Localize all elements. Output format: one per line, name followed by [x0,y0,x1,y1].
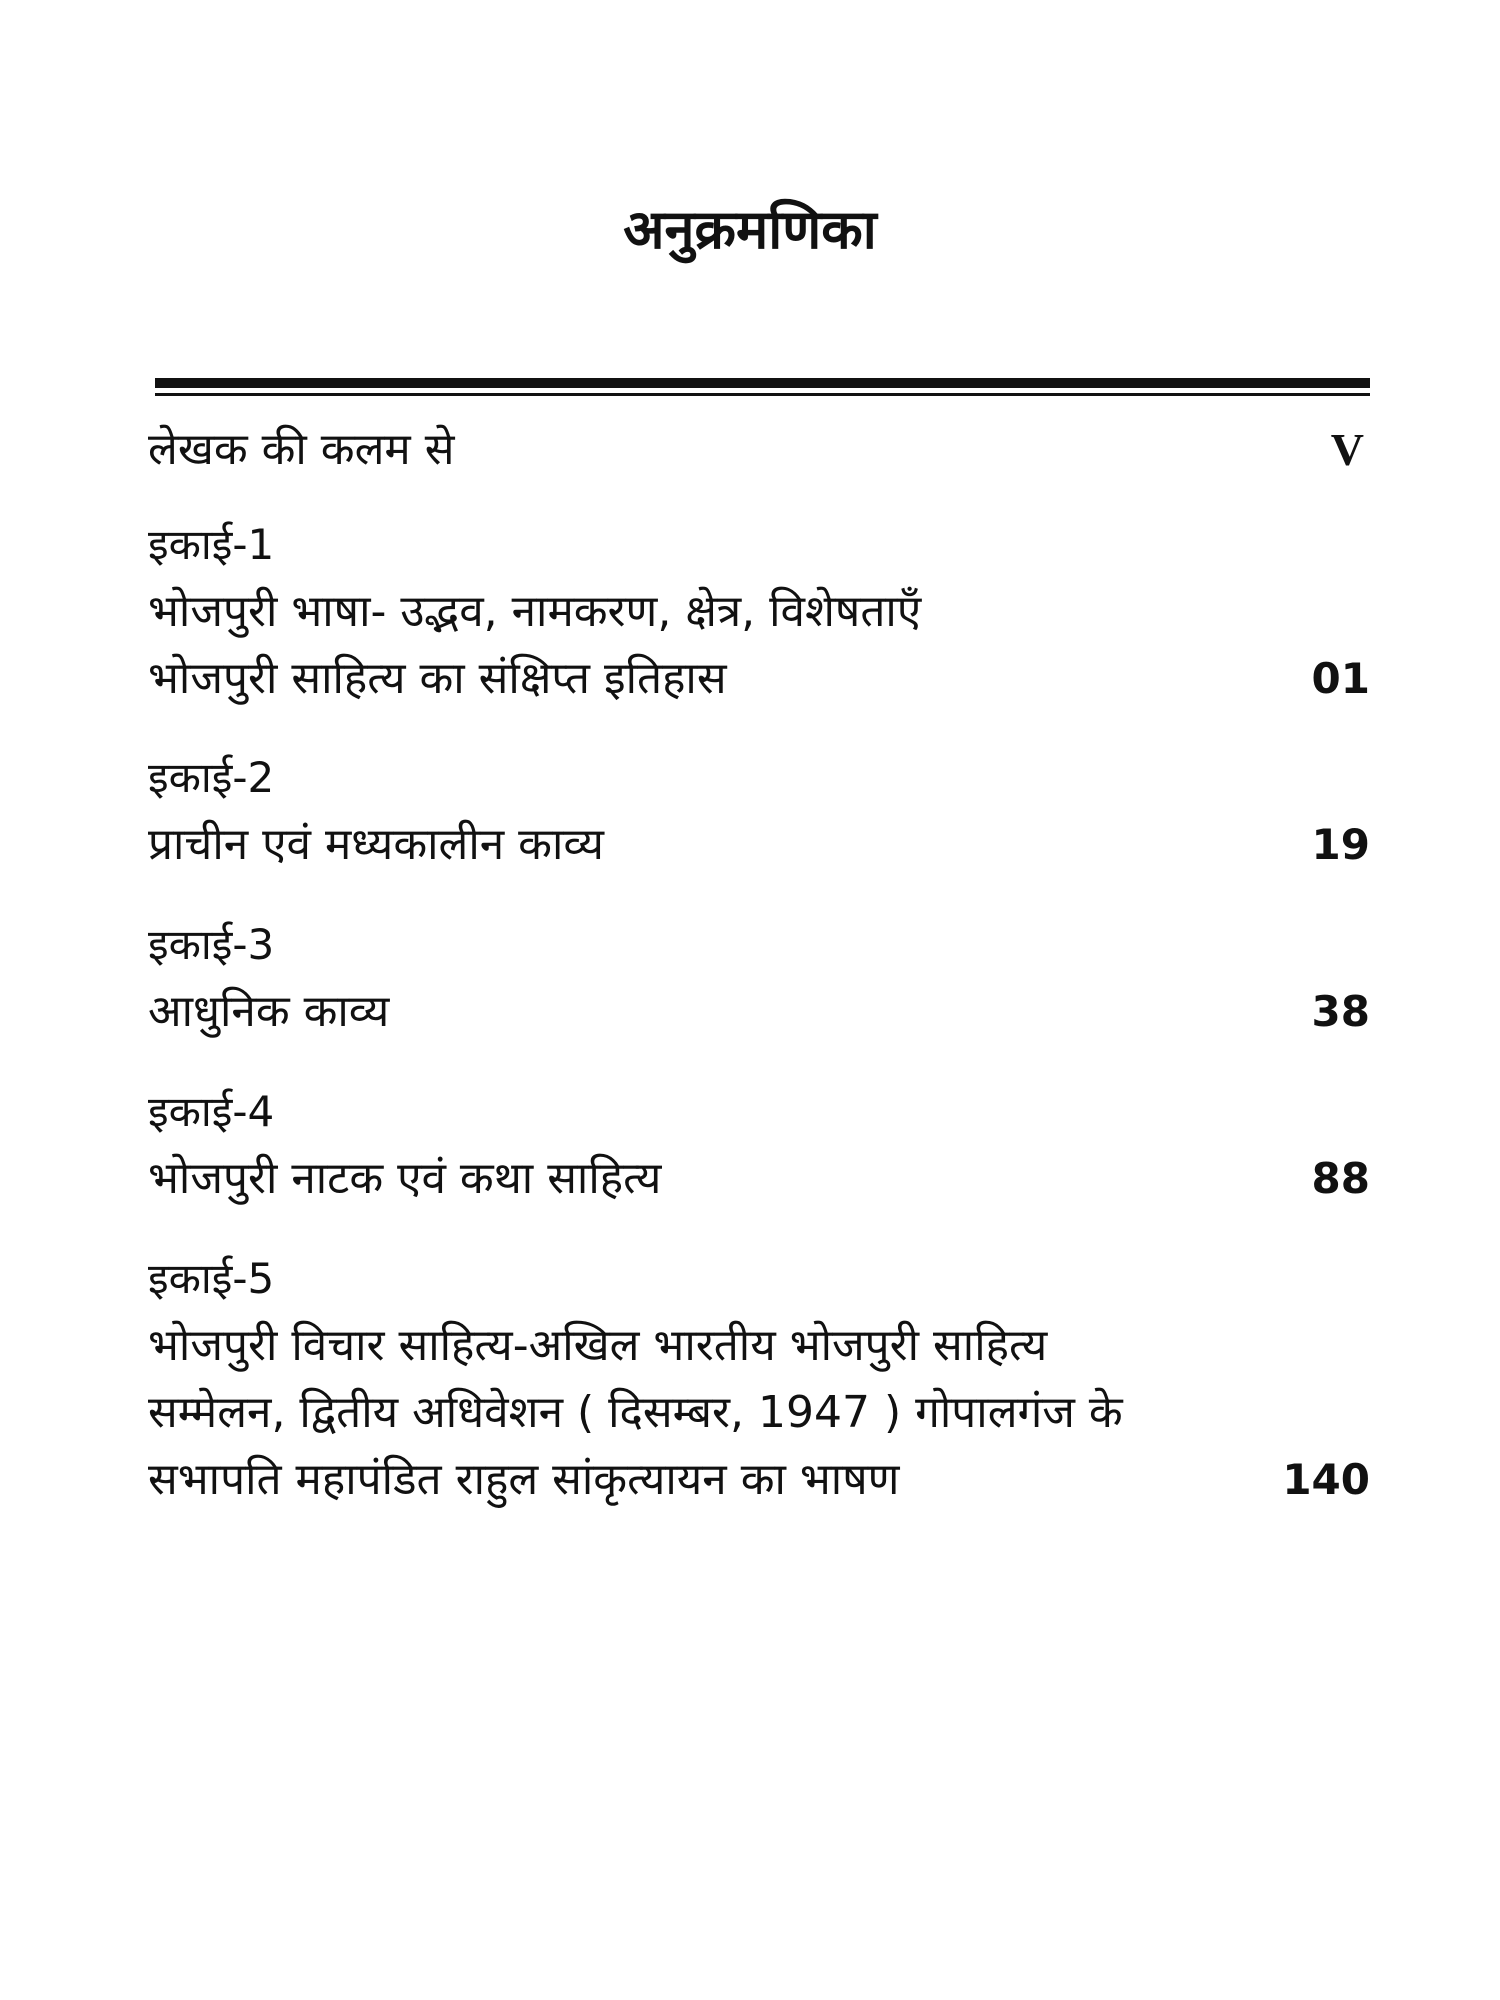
unit-1-line-1 [148,580,1370,644]
unit-5-page-number: 140 [1282,1455,1370,1504]
toc-entry-title: सम्मेलन, द्वितीय अधिवेशन ( दिसम्बर, 1947 ) गोपालगंज के [148,1387,1123,1438]
unit-1-heading [148,513,1370,577]
unit-2-heading [148,746,1370,810]
unit-1-page-number: 01 [1311,654,1370,703]
unit-5-line-3 [148,1448,1370,1512]
unit-label: इकाई-5 [148,1254,275,1303]
unit-1-line-2 [148,647,1370,711]
page-title: अनुक्रमणिका [623,198,877,261]
unit-5-heading [148,1247,1370,1311]
unit-4-line-1 [148,1147,1370,1211]
unit-label: इकाई-3 [148,920,275,969]
unit-label: इकाई-4 [148,1087,275,1136]
unit-3-line-1 [148,980,1370,1044]
unit-label: इकाई-2 [148,753,275,802]
preface-page-number: V [1330,424,1364,475]
toc-entry-title: प्राचीन एवं मध्यकालीन काव्य [148,819,604,870]
unit-5-line-2 [148,1381,1370,1445]
toc-entry-title: भोजपुरी नाटक एवं कथा साहित्य [148,1153,662,1204]
title-rule-thin [155,393,1370,396]
unit-label: इकाई-1 [148,520,275,569]
unit-4-page-number: 88 [1311,1154,1370,1203]
toc-entry-title: भोजपुरी साहित्य का संक्षिप्त इतिहास [148,653,727,704]
toc-entry-preface [148,418,1370,482]
preface-label: लेखक की कलम से [148,424,455,475]
toc-entry-title: भोजपुरी विचार साहित्य-अखिल भारतीय भोजपुरी साहित्य [148,1320,1048,1371]
unit-4-heading [148,1080,1370,1144]
toc-entry-title: आधुनिक काव्य [148,986,390,1037]
unit-2-page-number: 19 [1311,820,1370,869]
toc-entry-title: सभापति महापंडित राहुल सांकृत्यायन का भाषण [148,1454,900,1505]
title-rule-thick [155,378,1370,388]
unit-3-heading [148,913,1370,977]
unit-3-page-number: 38 [1311,987,1370,1036]
unit-5-line-1 [148,1314,1370,1378]
unit-2-line-1 [148,813,1370,877]
toc-entry-title: भोजपुरी भाषा- उद्भव, नामकरण, क्षेत्र, विशेषताएँ [148,586,922,637]
